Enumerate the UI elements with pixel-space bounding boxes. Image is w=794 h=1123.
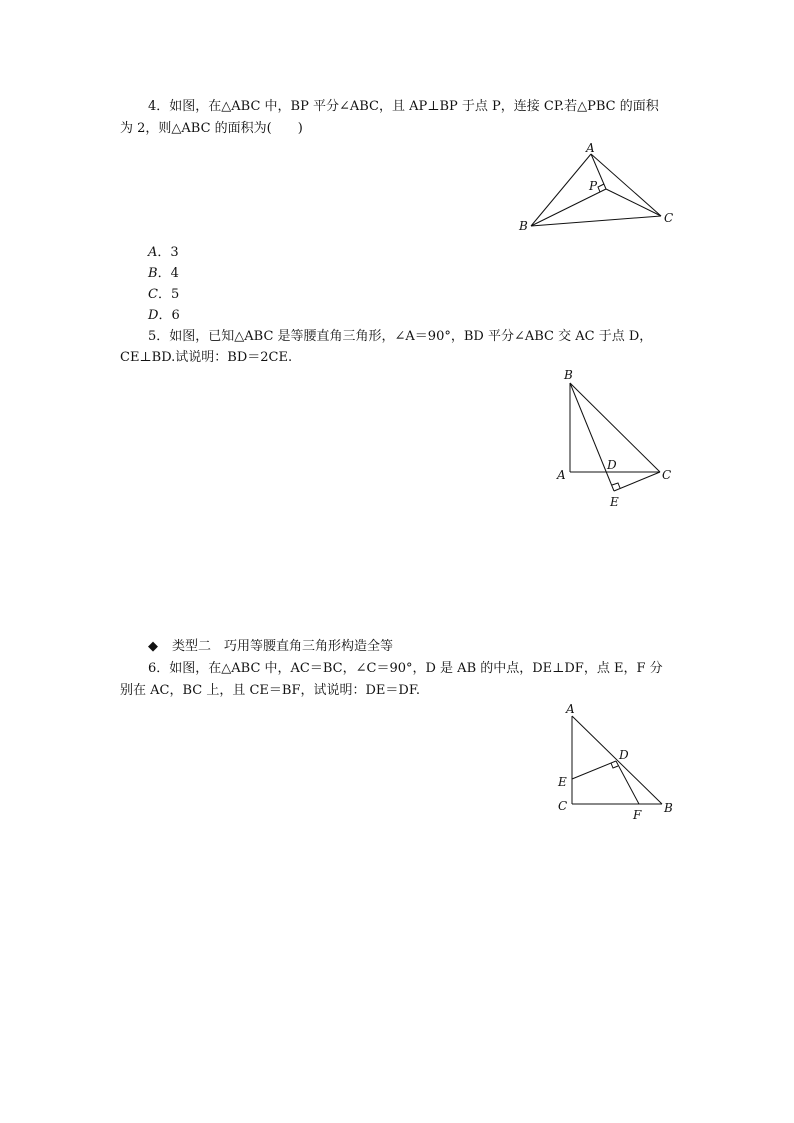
q5-label-d: D bbox=[607, 458, 617, 472]
q5-label-b: B bbox=[564, 368, 573, 382]
q6-label-f: F bbox=[633, 808, 642, 822]
q4-label-c: C bbox=[664, 211, 674, 225]
q4-figure bbox=[515, 140, 685, 235]
choice-label: B bbox=[148, 266, 158, 281]
choice-value: 3 bbox=[170, 245, 179, 260]
q6-figure bbox=[552, 700, 687, 825]
q4-edge-cp bbox=[606, 189, 661, 216]
q4-label-p: P bbox=[589, 179, 598, 193]
q6-label-c: C bbox=[558, 799, 568, 813]
q6-edge-df bbox=[616, 761, 639, 804]
q5-label-c: C bbox=[662, 468, 672, 482]
q4-edge-bc bbox=[531, 216, 661, 226]
choice-value: 6 bbox=[171, 308, 180, 323]
q6-edge-de bbox=[572, 761, 616, 779]
q5-text-line1: 5．如图，已知△ABC 是等腰直角三角形，∠A＝90°，BD 平分∠ABC 交 AC 于点 D， bbox=[148, 329, 653, 344]
q4-choice-c: C．5 bbox=[148, 287, 180, 302]
q6-text-line1: 6．如图，在△ABC 中，AC＝BC，∠C＝90°，D 是 AB 的中点，DE⊥DF，点 E，F 分 bbox=[148, 661, 663, 676]
q6-label-d: D bbox=[619, 748, 629, 762]
q4-choice-a: A．3 bbox=[148, 245, 179, 260]
section-bullet-icon: ◆ bbox=[148, 639, 158, 654]
q5-text-line2: CE⊥BD.试说明：BD＝2CE. bbox=[120, 350, 293, 365]
q5-figure bbox=[550, 365, 685, 510]
choice-label: A bbox=[148, 245, 158, 260]
choice-label: D bbox=[148, 308, 159, 323]
q6-label-b: B bbox=[664, 801, 673, 815]
q6-edge-ab bbox=[572, 716, 662, 804]
q5-label-a: A bbox=[557, 468, 566, 482]
q5-edge-be bbox=[570, 383, 614, 491]
choice-label: C bbox=[148, 287, 158, 302]
q4-edge-ab bbox=[531, 154, 591, 226]
choice-value: 4 bbox=[170, 266, 179, 281]
q6-text-line2: 别在 AC，BC 上，且 CE＝BF，试说明：DE＝DF. bbox=[120, 683, 420, 698]
q6-label-a: A bbox=[566, 702, 575, 716]
q4-choice-b: B．4 bbox=[148, 266, 179, 281]
q4-choice-d: D．6 bbox=[148, 308, 180, 323]
q4-label-a: A bbox=[586, 141, 595, 155]
q4-edge-bp bbox=[531, 189, 606, 226]
choice-value: 5 bbox=[170, 287, 180, 302]
q5-edge-ce bbox=[614, 472, 660, 491]
section-title: 类型二 巧用等腰直角三角形构造全等 bbox=[172, 639, 394, 654]
q4-text-line2: 为 2，则△ABC 的面积为( ) bbox=[120, 121, 303, 136]
q6-label-e: E bbox=[558, 775, 567, 789]
section-type-two-header bbox=[148, 639, 393, 655]
q4-text-line1: 4．如图，在△ABC 中，BP 平分∠ABC，且 AP⊥BP 于点 P，连接 CP.若△PBC 的面积 bbox=[148, 99, 659, 114]
q4-label-b: B bbox=[519, 219, 528, 233]
q5-label-e: E bbox=[610, 495, 619, 509]
q5-right-angle-mark bbox=[612, 483, 620, 488]
